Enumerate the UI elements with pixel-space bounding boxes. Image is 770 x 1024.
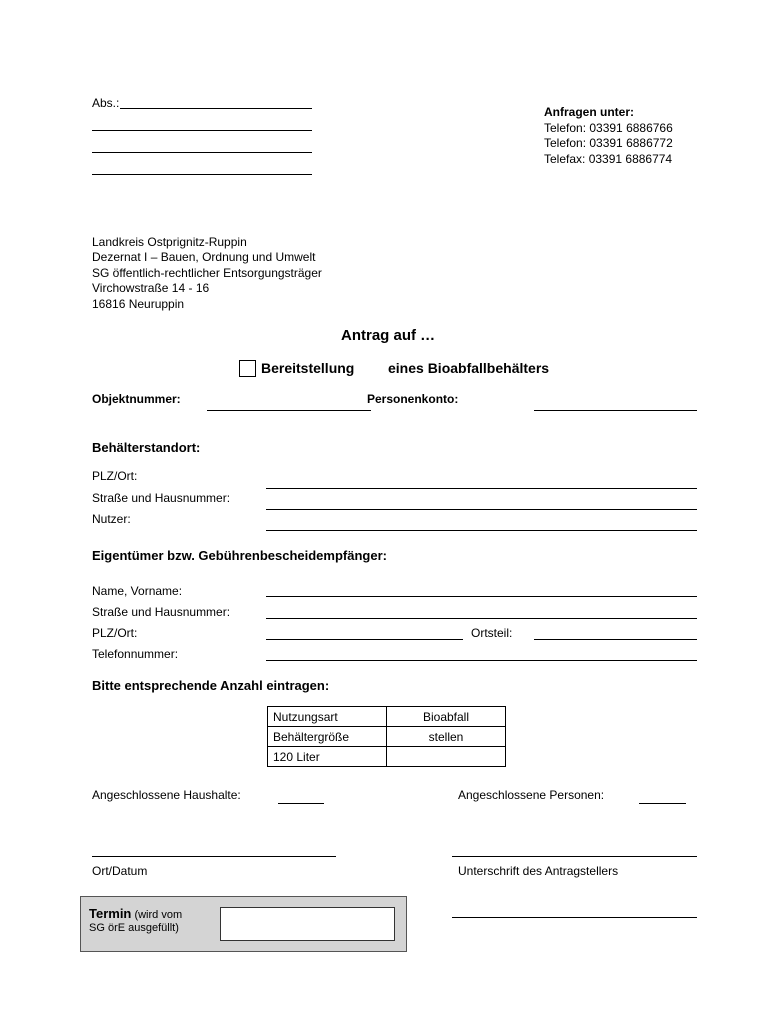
owner-name-field[interactable] (266, 596, 697, 597)
personen-label: Angeschlossene Personen: (458, 788, 605, 802)
standort-plz-label: PLZ/Ort: (92, 469, 138, 483)
owner-title: Eigentümer bzw. Gebührenbescheidempfänger: (92, 548, 387, 563)
unterschrift-line-2[interactable] (452, 917, 697, 918)
termin-note-1: (wird vom (134, 909, 183, 921)
recipient-address (92, 235, 322, 312)
contact-phone-1: Telefon: 03391 6886766 (544, 120, 673, 135)
ort-datum-field[interactable] (92, 856, 336, 857)
objektnummer-label: Objektnummer: (92, 392, 181, 406)
recipient-line-1: Landkreis Ostprignitz-Ruppin (92, 235, 247, 249)
standort-plz-field[interactable] (266, 488, 697, 489)
sender-line-4[interactable] (92, 174, 312, 175)
owner-name-label: Name, Vorname: (92, 584, 183, 598)
personenkonto-field[interactable] (534, 410, 697, 411)
sender-line-1[interactable] (120, 108, 312, 109)
recipient-line-3: SG öffentlich-rechtlicher Entsorgungsträger (92, 265, 322, 280)
ortsteil-label: Ortsteil: (471, 626, 513, 640)
sender-line-3[interactable] (92, 152, 312, 153)
recipient-line-5: 16816 Neuruppin (92, 296, 185, 311)
objektnummer-field[interactable] (207, 410, 371, 411)
personen-field[interactable] (639, 803, 686, 804)
table-cell: stellen (387, 727, 506, 747)
contact-block (544, 105, 673, 167)
standort-nutzer-label: Nutzer: (92, 512, 131, 526)
standort-title: Behälterstandort: (92, 440, 201, 455)
unterschrift-label: Unterschrift des Antragstellers (458, 864, 619, 878)
sender-line-2[interactable] (92, 130, 312, 131)
recipient-line-2: Dezernat I – Bauen, Ordnung und Umwelt (92, 250, 316, 265)
contact-phone-2: Telefon: 03391 6886772 (544, 136, 673, 150)
table-cell: Behältergröße (268, 727, 387, 747)
owner-telefon-field[interactable] (266, 660, 697, 661)
sender-label: Abs.: (92, 96, 120, 110)
quantity-table (267, 706, 506, 767)
form-title: Antrag auf … (341, 327, 436, 344)
bereitstellung-label: Bereitstellung (261, 360, 355, 376)
haushalte-field[interactable] (278, 803, 324, 804)
standort-nutzer-field[interactable] (266, 530, 697, 531)
owner-plz-field[interactable] (266, 639, 463, 640)
recipient-line-4: Virchowstraße 14 - 16 (92, 281, 210, 296)
ortsteil-field[interactable] (534, 639, 697, 640)
termin-input[interactable] (220, 907, 395, 941)
quantity-title: Bitte entsprechende Anzahl eintragen: (92, 678, 330, 693)
haushalte-label: Angeschlossene Haushalte: (92, 788, 241, 802)
standort-strasse-label: Straße und Hausnummer: (92, 491, 231, 505)
table-row (268, 707, 506, 727)
table-row (268, 747, 506, 767)
termin-title: Termin (89, 906, 132, 921)
table-cell: Nutzungsart (268, 707, 387, 727)
ort-datum-label: Ort/Datum (92, 864, 148, 878)
table-cell: Bioabfall (387, 707, 506, 727)
table-cell: 120 Liter (268, 747, 387, 767)
owner-plz-label: PLZ/Ort: (92, 626, 138, 640)
owner-strasse-field[interactable] (266, 618, 697, 619)
bioabfall-quantity-input[interactable] (387, 747, 506, 767)
owner-telefon-label: Telefonnummer: (92, 647, 179, 661)
table-row (268, 727, 506, 747)
bioabfall-label: eines Bioabfallbehälters (388, 360, 550, 376)
bereitstellung-checkbox[interactable] (239, 360, 256, 377)
owner-strasse-label: Straße und Hausnummer: (92, 605, 231, 619)
standort-strasse-field[interactable] (266, 509, 697, 510)
unterschrift-field[interactable] (452, 856, 697, 857)
contact-title: Anfragen unter: (544, 105, 634, 119)
termin-note-2: SG örE ausgefüllt) (89, 922, 179, 934)
contact-fax: Telefax: 03391 6886774 (544, 151, 673, 166)
termin-text (89, 907, 182, 935)
personenkonto-label: Personenkonto: (367, 392, 459, 406)
